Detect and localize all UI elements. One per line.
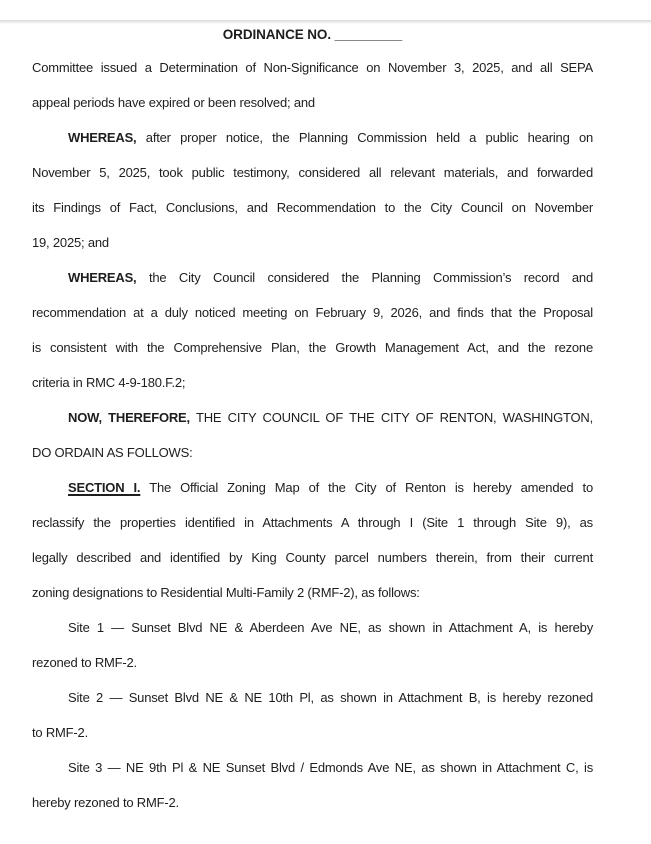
- text-line: [32, 330, 593, 365]
- body-text: its Findings of Fact, Conclusions, and Recommendation to the City Council on November: [32, 200, 593, 215]
- body-text: November 5, 2025, took public testimony, considered all relevant materials, and forwarded: [32, 165, 593, 180]
- body-text: the City Council considered the Planning Commission’s record and: [136, 270, 593, 285]
- body-text: reclassify the properties identified in Attachments A through I (Site 1 through Site 9), as: [32, 515, 593, 530]
- emphasis-text: WHEREAS,: [68, 130, 137, 145]
- body-text: Site 3 — NE 9th Pl & NE Sunset Blvd / Edmonds Ave NE, as shown in Attachment C, is: [68, 760, 593, 775]
- text-line: [32, 260, 593, 295]
- ordinance-document: [0, 20, 651, 844]
- text-line: [32, 470, 593, 505]
- text-line: [32, 155, 593, 190]
- body-text: legally described and identified by King County parcel numbers therein, from their current: [32, 550, 593, 565]
- emphasis-text: NOW, THEREFORE,: [68, 410, 190, 425]
- text-line: [32, 715, 593, 750]
- body-text: to RMF-2.: [32, 725, 88, 740]
- text-line: [32, 435, 593, 470]
- ordinance-title-label: ORDINANCE NO.: [222, 27, 331, 42]
- text-line: [32, 120, 593, 155]
- ordinance-number-blank: _________: [334, 27, 403, 42]
- text-line: [32, 610, 593, 645]
- body-text: rezoned to RMF-2.: [32, 655, 137, 670]
- text-line: [32, 750, 593, 785]
- body-text: criteria in RMC 4-9-180.F.2;: [32, 375, 186, 390]
- text-line: [32, 575, 593, 610]
- body-text: Committee issued a Determination of Non-Significance on November 3, 2025, and all SEPA: [32, 60, 593, 75]
- body-text: hereby rezoned to RMF-2.: [32, 795, 179, 810]
- page-top-shadow: [0, 20, 651, 24]
- document-title: [32, 20, 593, 50]
- text-line: [32, 680, 593, 715]
- text-line: [32, 50, 593, 85]
- text-line: [32, 190, 593, 225]
- text-line: [32, 785, 593, 820]
- document-page: [0, 20, 651, 844]
- body-text: after proper notice, the Planning Commission held a public hearing on: [136, 130, 593, 145]
- body-text: The Official Zoning Map of the City of Renton is hereby amended to: [140, 480, 593, 495]
- body-text: recommendation at a duly noticed meeting on February 9, 2026, and finds that the Proposal: [32, 305, 593, 320]
- text-line: [32, 400, 593, 435]
- text-line: [32, 540, 593, 575]
- body-text: appeal periods have expired or been resolved; and: [32, 95, 315, 110]
- emphasis-text: SECTION I.: [68, 480, 141, 495]
- body-text: zoning designations to Residential Multi-Family 2 (RMF-2), as follows:: [32, 585, 420, 600]
- text-line: [32, 505, 593, 540]
- body-text: DO ORDAIN AS FOLLOWS:: [32, 445, 193, 460]
- text-line: [32, 365, 593, 400]
- body-text: 19, 2025; and: [32, 235, 109, 250]
- text-line: [32, 295, 593, 330]
- text-line: [32, 225, 593, 260]
- emphasis-text: WHEREAS,: [68, 270, 137, 285]
- body-text: Site 1 — Sunset Blvd NE & Aberdeen Ave NE, as shown in Attachment A, is hereby: [68, 620, 593, 635]
- body-text: THE CITY COUNCIL OF THE CITY OF RENTON, WASHINGTON,: [189, 410, 594, 425]
- document-body: [32, 50, 593, 820]
- body-text: Site 2 — Sunset Blvd NE & NE 10th Pl, as shown in Attachment B, is hereby rezoned: [68, 690, 593, 705]
- text-line: [32, 85, 593, 120]
- text-line: [32, 645, 593, 680]
- body-text: is consistent with the Comprehensive Plan, the Growth Management Act, and the rezone: [32, 340, 593, 355]
